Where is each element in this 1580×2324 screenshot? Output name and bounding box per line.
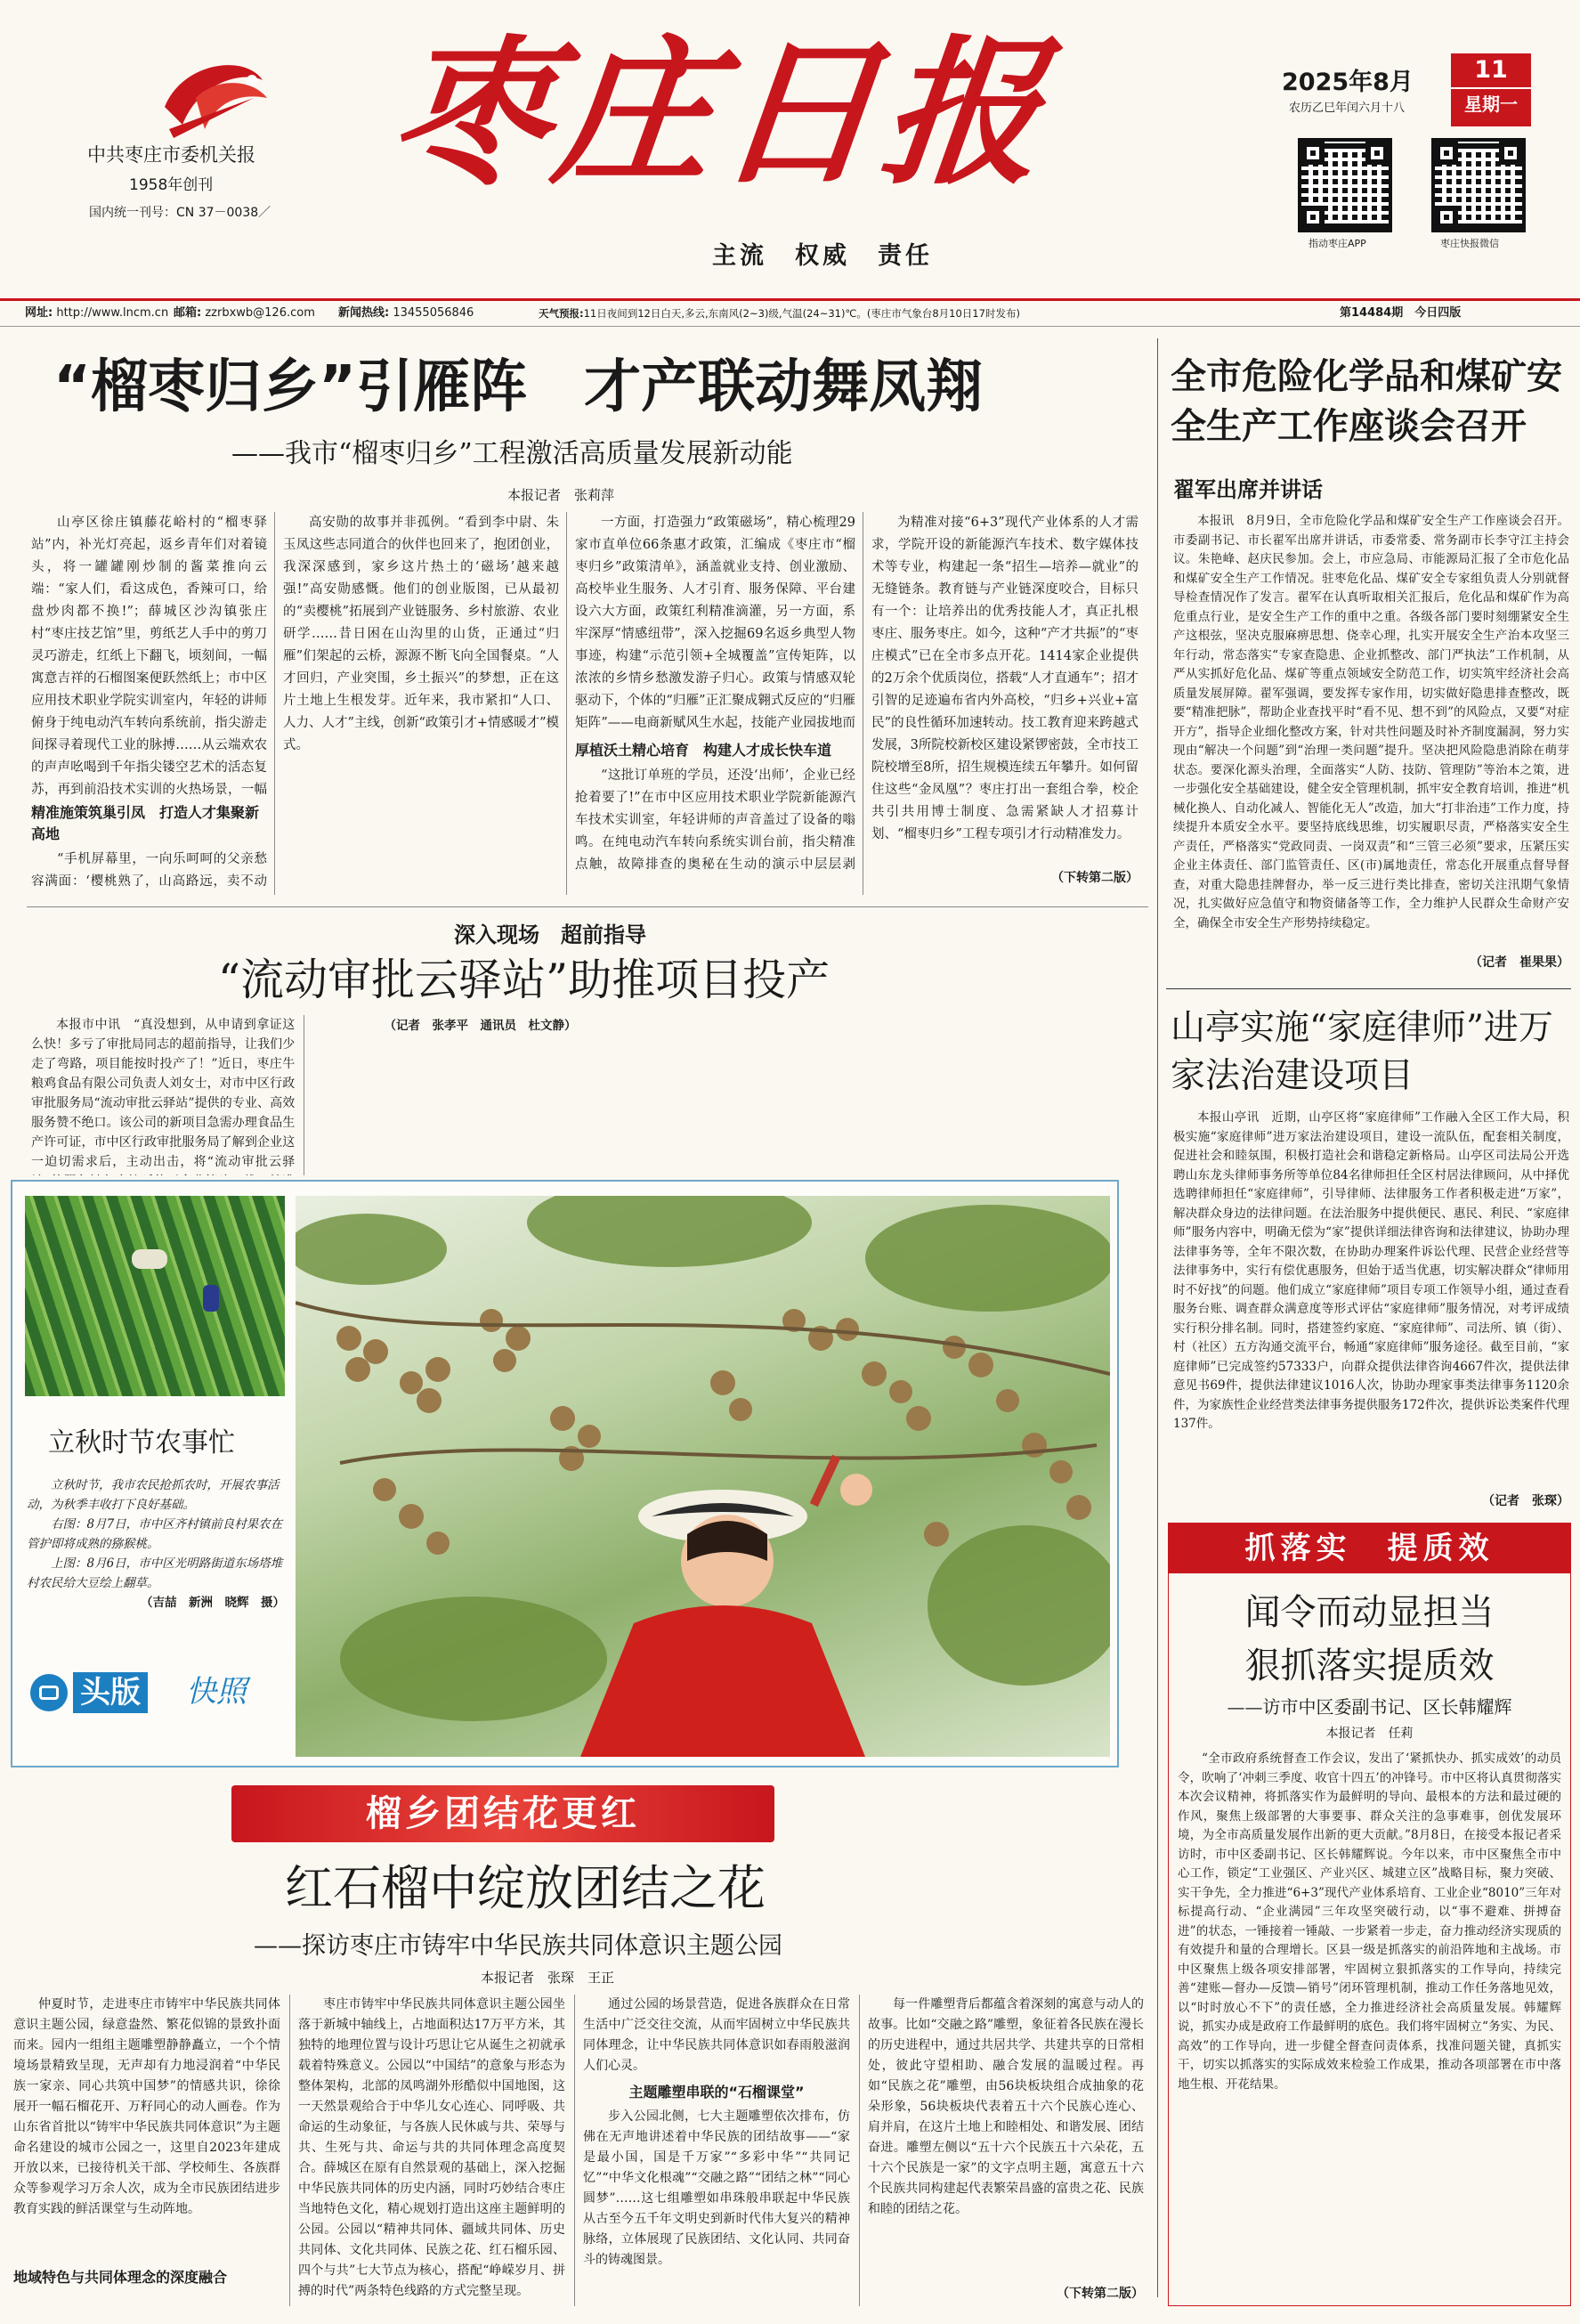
middle-article (31, 1015, 1139, 1175)
right-bottom-headline-1[interactable]: 闻令而动显担当 (1244, 1592, 1495, 1633)
lower-headline[interactable]: 红石榴中绽放团结之花 (285, 1860, 766, 1916)
issue-number: 第14484期 今日四版 (1340, 306, 1462, 320)
lower-col2-text: 枣庄市铸牢中华民族共同体意识主题公园坐落于新城中轴线上，占地面积达17万平方米，其独特的地理位置与设计巧思让它从诞生之初就承载着特殊意义。公园以“中国结”的意象与形态为整体架构，北部的凤鸣湖外形酷似中国地图，这一天然景观给合于中华儿女心连心、同呼吸、共命运的生动象征，与各族人民休戚与共、荣辱与共、生死与共、命运与共的共同体理念高度契合。薛城区在原有自然景观的基础上，深入挖掘中华民族共同体的历史内涵，同时巧妙结合枣庄当地特色文化，精心规划打造出这座主题鲜明的公园。公园以“精神共同体、疆域共同体、历史共同体、文化共同体、民族之花、红石榴乐园、四个与共”七大节点为核心，搭配“峥嵘岁月、拼搏的时代”两条特色线路的方式完整呈现。 (298, 1997, 565, 2298)
right-mid-text: 本报山亭讯 近期，山亭区将“家庭律师”工作融入全区工作大局，积极实施“家庭律师”进万家法治建设项目，建设一流队伍，配套相关制度，促进社会和睦氛围，积极打造社会和谐稳定新格局。山亭区司法局公开选聘山东龙头律师事务所等单位84名律师担任全区村居法律顾问，从中择优选聘律师担任“家庭律师”，引导律师、法律服务工作者积极走进“万家”，解决群众身边的法律问题。在法治服务中提供便民、惠民、利民、“家庭律师”服务内容中，明确无偿为“家”提供详细法律咨询和法律建议，协助办理法律事务等，全年不限次数，在协助办理案件诉讼代理、民营企业经营等法律事务中，实行有偿优惠服务，但始于适当优惠，切实解决群众“律师用时不好找”的问题。他们成立“家庭律师”项目专项工作领导小组，通过查看服务台账、调查群众满意度等形式评估“家庭律师”服务情况，对考评成绩实行积分排名制。同时，搭建签约家庭、“家庭律师”、司法所、镇（街）、村（社区）五方沟通交流平台，畅通“家庭律师”服务途径。截至目前，“家庭律师”已完成签约57333户，向群众提供法律咨询4667件次，提供法律意见书69件，提供法律建议1016人次，协助办理家事类法律事务1120余件，为家族性企业经营类法律事务提供服务172件次，提供诉讼类案件代理137件。 (1173, 1110, 1569, 1431)
badge-snapshot: 快照 (186, 1674, 247, 1710)
right-mid-author: （记者 张琛） (1482, 1494, 1569, 1508)
mail-label: 邮箱: (174, 306, 202, 320)
app-qr-code[interactable] (1298, 138, 1392, 232)
lower-col3-subhead: 主题雕塑串联的“石榴课堂” (628, 2084, 805, 2101)
right-bottom-headline-2[interactable]: 狠抓落实提质效 (1244, 1645, 1495, 1686)
lead-col1-text: 山亭区徐庄镇藤花峪村的“榴枣驿站”内，补光灯亮起，返乡青年们对着镜头，将一罐罐刚炒制的酱菜推向云端：“家人们，看这成色，香辣可口，给盘炒肉都不换!”；薛城区沙沟镇张庄村“枣庄技艺馆”里，剪纸艺人手中的剪刀灵巧游走，红纸上下翻飞，顷刻间，一幅寓意吉祥的石榴图案便跃然纸上；市中区应用技术职业学院实训室内，年轻的讲师俯身于纯电动汽车转向系统前，指尖游走间探寻着现代工业的脉搏……从云端欢农的声声吆喝到千年指尖镂空艺术的活态复苏，再到前沿技术实训的火热场景，一幅 (31, 516, 267, 797)
lead-col4-text: 为精准对接“6+3”现代产业体系的人才需求，学院开设的新能源汽车技术、数字媒体技术等专业，构建起一条“招生—培养—就业”的无缝链条。教育链与产业链深度咬合，目标只有一个：让培养出的优秀技能人才，真正扎根枣庄、服务枣庄。如今，这种“产才共振”的“枣庄模式”已在全市多点开花。1414家企业提供的2万余个优质岗位，搭载“人才直通车”；招才引智的足迹遍布省内外高校，“归乡+兴业+富民”的良性循环加速转动。技工教育迎来跨越式发展，3所院校新校区建设紧锣密鼓，全市技工院校增至8所，招生规模连续五年攀升。如何留住这些“金凤凰”？枣庄打出一套组合拳，校企共引共用博士制度、急需紧缺人才招募计划、“榴枣归乡”工程专项引才行动精准发力。 (871, 516, 1138, 841)
site-url[interactable]: http://www.lncm.cn (56, 306, 169, 320)
photo-title: 立秋时节农事忙 (48, 1427, 235, 1459)
badge-front-page: 头版 (73, 1672, 148, 1713)
lead-turn-note[interactable]: （下转第二版） (1051, 871, 1138, 885)
app-qr-label: 指动枣庄APP (1309, 238, 1366, 249)
lunar-date: 农历乙巳年闰六月十八 (1289, 102, 1406, 115)
photo-feature (11, 1180, 1119, 1767)
lower-byline: 本报记者 张琛 王正 (481, 1970, 615, 1986)
lower-banner-text: 榴乡团结花更红 (366, 1793, 640, 1834)
lead-col3b-text: “这批订单班的学员，还没‘出师’，企业已经抢着要了!”在市中区应用技术职业学院新能源汽车技术实训室，年轻讲师的声音盖过了设备的嗡鸣。在纯电动汽车转向系统实训台前，指尖精准点触，故障排查的奥秘在生动的演示中层层剥 (575, 768, 855, 872)
photo-caption-3: 上图：8月6日，市中区光明路街道东场塔堆村农民给大豆绘上翻草。 (27, 1556, 283, 1590)
photo-caption-1: 立秋时节，我市农民抢抓农时，开展农事活动，为秋季丰收打下良好基础。 (27, 1478, 280, 1512)
newspaper-title: 枣庄日报 (382, 20, 1057, 206)
hotline-label: 新闻热线: (338, 306, 390, 320)
right-mid-article (1173, 1109, 1569, 1527)
middle-kicker: 深入现场 超前指导 (454, 922, 646, 947)
right-mid-headline[interactable]: 山亭实施“家庭律师”进万家法治建设项目 (1171, 1008, 1553, 1096)
middle-author: （记者 张孝平 通讯员 杜文静） (384, 1019, 577, 1033)
lead-column-2 (283, 512, 559, 895)
middle-headline[interactable]: “流动审批云驿站”助推项目投产 (218, 955, 831, 1005)
lower-col1-text: 仲夏时节，走进枣庄市铸牢中华民族共同体意识主题公园，绿意盎然、繁花似锦的景致扑面而来。园内一组组主题雕塑静静矗立，一个个情境场景精致呈现，无声却有力地浸润着“中华民族一家亲、同心共筑中国梦”的情感共识，徐徐展开一幅石榴花开、万籽同心的动人画卷。作为山东省首批以“铸牢中华民族共同体意识”为主题命名建设的城市公园之一，这里自2023年建成开放以来，已接待机关干部、学校师生、各族群众等参观学习万余人次，成为全市民族团结进步教育实践的鲜活课堂与生动阵地。 (13, 1997, 280, 2216)
masthead (0, 0, 1580, 294)
weather-label: 天气预报: (539, 307, 584, 320)
lower-column-3 (583, 1995, 850, 2315)
right-top-subhead: 翟军出席并讲话 (1173, 477, 1323, 502)
lead-col3-subhead: 厚植沃土精心培育 构建人才成长快车道 (575, 742, 832, 759)
weather-text: 11日夜间到12日白天,多云,东南风(2~3)级,气温(24~31)℃。(枣庄市气象台8月10日17时发布) (583, 307, 1020, 320)
mail-address[interactable]: zzrbxwb@126.com (205, 306, 315, 320)
lead-col1-subhead: 精准施策筑巢引凤 打造人才集聚新高地 (31, 804, 260, 842)
photo-caption (27, 1475, 285, 1613)
camera-icon (30, 1674, 68, 1711)
info-bar (0, 298, 1580, 327)
lower-turn-note[interactable]: （下转第二版） (1057, 2287, 1144, 2301)
photo-credit: （吉喆 新洲 晓辉 摄） (141, 1596, 285, 1610)
lead-byline: 本报记者 张莉萍 (507, 487, 615, 503)
photo-caption-2: 右图：8月7日，市中区齐村镇前良村果农在管护即将成熟的猕猴桃。 (27, 1517, 283, 1551)
lead-column-1 (31, 512, 267, 895)
lower-col3b-text: 步入公园北侧，七大主题雕塑依次排布，仿佛在无声地讲述着中华民族的团结故事——“家是最小国，国是千万家”“多彩中华”“共同记忆”“中华文化根魂”“交融之路”“团结之林”“同心圆梦”……这七组雕塑如串珠般串联起中华民族从古至今五千年文明史到新时代伟大复兴的精神脉络，立体展现了民族团结、文化认同、共同奋斗的铸魂图景。 (583, 2109, 850, 2267)
right-bottom-byline: 本报记者 任莉 (1325, 1727, 1414, 1741)
right-top-article (1173, 512, 1569, 975)
right-bottom-subhead: ——访市中区委副书记、区长韩耀辉 (1227, 1696, 1512, 1718)
lower-col1-subhead: 地域特色与共同体理念的深度融合 (13, 2269, 228, 2286)
lower-banner (231, 1785, 774, 1842)
weekday: 星期一 (1451, 87, 1531, 119)
hotline-number: 13455056846 (393, 306, 474, 320)
wechat-qr-label: 枣庄快报微信 (1440, 238, 1499, 249)
lower-column-2 (298, 1995, 565, 2315)
lower-col3-text: 通过公园的场景营造，促进各族群众在日常生活中广泛交往交流，从而牢固树立中华民族共同体理念，让中华民族共同体意识如春雨般滋润人们心灵。 (583, 1997, 850, 2073)
lead-col3-text: 一方面，打造强力“政策磁场”，精心梳理29家市直单位66条惠才政策，汇编成《枣庄市“榴枣归乡”政策清单》，涵盖就业支持、创业激励、高校毕业生服务、人才引育、服务保障、平台建设六大方面，政策红利精准滴灌，另一方面，系牢深厚“情感纽带”，深入挖掘69名返乡典型人物事迹，构建“示范引领+全城覆盖”宣传矩阵，以浓浓的乡情乡愁激发游子归心。政策与情感双轮驱动下，个体的“归雁”正汇聚成翱式反应的“归雁矩阵”——电商新赋风生水起，技能产业园拔地而 (575, 516, 855, 730)
day-box (1451, 53, 1531, 126)
slogan: 主流 权威 责任 (712, 242, 933, 270)
founded-label: 1958年创刊 (129, 176, 214, 194)
issue-date: 2025年8月 (1282, 69, 1414, 96)
newspaper-logo-icon (147, 45, 280, 151)
party-organ-label: 中共枣庄市委机关报 (87, 144, 255, 166)
wechat-qr-code[interactable] (1431, 138, 1526, 232)
front-page-snapshot-badge (30, 1667, 271, 1720)
right-bottom-text: “全市政府系统督查工作会议，发出了‘紧抓快办、抓实成效’的动员令，吹响了‘冲刺三季度、收官十四五’的冲锋号。市中区将认真贯彻落实本次会议精神，将抓落实作为最鲜明的导向、最根本的方法和最过硬的作风，聚焦上级部署的大事要事、群众关注的急事难事，创优发展环境，为全市高质量发展作出新的更大贡献。”8月8日，在接受本报记者采访时，市中区委副书记、区长韩耀辉说。今年以来，市中区聚焦全市中心工作，锁定“工业强区、产业兴区、城建立区”战略目标，聚力突破、实干争先，全力推进“6+3”现代产业体系培育、工业企业“8010”三年对标提高行动、“企业满园”三年攻坚突破行动，以“事不避难、拼搏奋进”的状态，一锤接着一锤敲、一步紧着一步走，奋力推动经济实现质的有效提升和量的合理增长。区县一级是抓落实的前沿阵地和主战场。市中区聚焦上级各项安排部署，牢固树立狠抓落实的工作导向，持续完善“建账—督办—反馈—销号”闭环管理机制，推动工作任务落地见效，以“时时放心不下”的责任感，全力推进经济社会高质量发展。韩耀辉说，抓实办成是政府工作最鲜明的底色。我们将牢固树立“务实、为民、高效”的工作导向，进一步健全督查问责体系，找准问题关键，真抓实干，切实以抓落实的实际成效来检验工作成果，推动各项部署在市中落地生根、开花结果。 (1178, 1751, 1561, 2092)
lower-column-1 (13, 1995, 280, 2315)
site-label: 网址: (25, 306, 53, 320)
lower-subhead: ——探访枣庄市铸牢中华民族共同体意识主题公园 (254, 1932, 782, 1960)
lead-subhead: ——我市“榴枣归乡”工程激活高质量发展新动能 (231, 438, 793, 469)
right-bottom-box (1168, 1523, 1571, 2306)
lead-column-4 (871, 512, 1138, 895)
lead-col1b-text: “手机屏幕里，一向乐呵呵的父亲愁容满面：‘樱桃熟了，山高路远，卖不动 (31, 852, 267, 889)
lead-column-3 (575, 512, 855, 895)
cn-number-label: 国内统一刊号：CN 37－0038／ (89, 206, 271, 220)
right-top-author: （记者 崔果果） (1470, 955, 1569, 970)
lower-column-4 (868, 1995, 1144, 2315)
middle-text: 本报市中讯 “真没想到，从申请到拿证这么快！多亏了审批局同志的超前指导，让我们少走了弯路，项目能按时投产了！”近日，枣庄牛粮鸡食品有限公司负责人刘女士，对市中区行政审批服务局“流动审批云驿站”提供的专业、高效服务赞不绝口。该公司的新项目急需办理食品生产许可证，市中区行政审批服务局了解到企业这一迫切需求后，主动出击，将“流动审批云驿 (31, 1018, 296, 1169)
right-bottom-banner: 抓落实 提质效 (1169, 1524, 1570, 1573)
lead-headline[interactable]: “榴枣归乡”引雁阵 才产联动舞凤翔 (53, 354, 984, 420)
day-number: 11 (1474, 56, 1508, 84)
kiwi-orchard-photo[interactable] (296, 1196, 1110, 1757)
soybean-field-photo[interactable] (25, 1196, 285, 1396)
lower-col4-text: 每一件雕塑背后都蕴含着深刻的寓意与动人的故事。比如“交融之路”雕塑，象征着各民族在漫长的历史进程中，通过共居共学、共建共享的日常相处，彼此守望相助、融合发展的温暖过程。再如“民族之花”雕塑，由56块板块组合成抽象的花朵形象，56块板块代表着五十六个民族心连心、肩并肩，在这片土地上和睦相处、和谐发展、团结奋进。雕塑左侧以“五十六个民族五十六朵花，五十六个民族是一家”的文字点明主题，寓意五十六个民族共同构建起代表繁荣昌盛的富贵之花、民族和睦的团结之花。 (868, 1997, 1144, 2216)
lead-col2-text: 高安勋的故事并非孤例。“看到李中尉、朱玉凤这些志同道合的伙伴也回来了，抱团创业，我深深感到，家乡这片热土的‘磁场’越来越强!”高安勋感慨。他们的创业版图，已从最初的“卖樱桃”拓展到产业链服务、乡村旅游、农业研学……昔日困在山沟里的山货，正通过“归雁”们架起的云桥，源源不断飞向全国餐桌。“人才回归，产业突围，乡土振兴”的梦想，正在这片土地上生根发芽。近年来，我市紧扣“人口、人力、人才”主线，创新“政策引才+情感暖才”模式。 (283, 516, 559, 752)
right-top-headline[interactable]: 全市危险化学品和煤矿安全生产工作座谈会召开 (1171, 356, 1562, 447)
right-top-text: 本报讯 8月9日，全市危险化学品和煤矿安全生产工作座谈会召开。市委副书记、市长翟军出席并讲话，市委常委、常务副市长李守江主持会议。朱艳峰、赵庆民参加。会上，市应急局、市能源局汇报了全市危化品和煤矿安全生产工作情况。驻枣危化品、煤矿安全专家组负责人分别就督导检查情况作了发言。翟军在认真听取相关汇报后，危化品和煤矿作为高危重点行业，是安全生产工作的重中之重。各级各部门要时刻绷紧安全生产这根弦，坚决克服麻痹思想、侥幸心理，扎实开展安全生产治本攻坚三年行动，常态落实“专家查隐患、企业抓整改、部门严执法”工作机制，从严从实抓好危化品、煤矿等重点领域安全防范工作，切实筑牢经济社会高质量发展屏障。翟军强调，要发挥专家作用，切实做好隐患排查整改，既要“精准把脉”，帮助企业查找平时“看不见、想不到”的风险点，又要“对症开方”，指导企业细化整改方案，针对共性问题及时补齐制度漏洞，努力实现由“解决一个问题”到“治理一类问题”提升。坚决把风险隐患消除在萌芽状态。要深化源头治理，全面落实“人防、技防、管理防”等治本之策，进一步强化安全基础建设，健全安全管理机制，抓牢安全教育培训，推进“机械化换人、自动化减人、智能化无人”改造，加大“打非治违”工作力度，持续提升本质安全水平。要坚持底线思维，切实履职尽责，严格落实安全生产责任，严格落实“党政同责、一岗双责”和“三管三必须”要求，压紧压实企业主体责任、部门监管责任、区(市)属地责任，常态化开展重点督导督查，对重大隐患挂牌督办，举一反三进行类比排查，密切关注汛期气象情况，扎实做好应急值守和物资储备等工作，全力维护人民群众生命财产安全，确保全市安全生产形势持续稳定。 (1173, 514, 1569, 930)
